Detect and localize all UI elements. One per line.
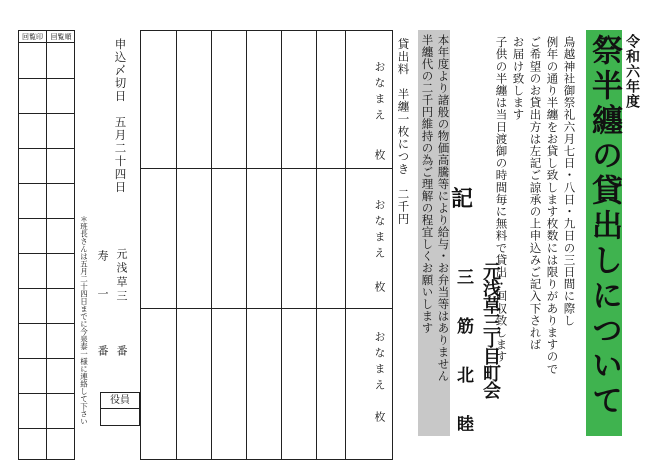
officer-box (100, 392, 140, 426)
ward: 寿 一 (96, 250, 109, 307)
grid-column-line (246, 31, 247, 459)
circulation-row-line (19, 288, 74, 289)
notice-line-2: 半纏代の二千円維持の為ご理解の程宜しくお願いします (420, 34, 435, 334)
footnote: ＊班長さんは五月二十四日までに今泉泰一様に連絡して下さい (79, 215, 89, 425)
circulation-row-line (19, 148, 74, 149)
count-unit-3: 枚 (373, 411, 386, 422)
organizer-sub: 三 筋 北 睦 (453, 268, 473, 438)
grid-row-line (141, 168, 392, 169)
name-label-3: おなまえ (373, 331, 386, 395)
grid-column-line (211, 31, 212, 459)
ward-unit: 番 (96, 345, 109, 356)
circulation-row-line (19, 253, 74, 254)
name-label-2: おなまえ (373, 199, 386, 263)
registration-grid (140, 30, 393, 460)
circulation-row-line (19, 113, 74, 114)
organizer-name: 元浅草三丁目町会 (480, 262, 501, 398)
circulation-row-line (19, 393, 74, 394)
circulation-row-line (19, 78, 74, 79)
intro-line-5: 子供の半纏は当日渡御の時間毎に無料で貸出・回収致します (494, 36, 509, 363)
circulation-seal-header: 回覧印 (19, 31, 47, 43)
grid-row-line (141, 308, 392, 309)
circulation-row-line (19, 183, 74, 184)
count-unit-1: 枚 (373, 149, 386, 160)
address: 元浅草三 (115, 248, 128, 304)
intro-line-1: 鳥越神社御祭礼六月七日・八日・九日の三日間に際し (562, 36, 577, 327)
notice-line-1: 本年度より諸般の物価高騰等により給与・お弁当等はありません (436, 34, 451, 382)
grid-column-line (316, 31, 317, 459)
fee-line: 貸出料 半纏一枚につき 二千円 (396, 38, 411, 226)
circulation-table (18, 30, 75, 460)
circulation-row-line (19, 218, 74, 219)
page-title: 祭半纏の貸出しについて (586, 34, 622, 419)
ki-label: 記 (451, 187, 474, 212)
name-label-1: おなまえ (373, 61, 386, 125)
circulation-row-line (19, 358, 74, 359)
deadline: 申込〆切日 五月二十四日 (113, 38, 128, 194)
grid-column-line (176, 31, 177, 459)
circulation-row-line (19, 323, 74, 324)
grid-column-line (345, 31, 346, 459)
officer-label: 役員 (101, 393, 139, 409)
grid-column-line (281, 31, 282, 459)
intro-line-2: 例年の通り半纏をお貸し致します枚数には限りがありますので (545, 36, 560, 375)
intro-line-4: お届け致します (511, 36, 526, 121)
date-label: 令和六年度 (624, 34, 640, 109)
circulation-order-header: 回覧順 (47, 31, 75, 43)
circulation-divider (46, 43, 47, 459)
circulation-row-line (19, 428, 74, 429)
intro-line-3: ご希望のお貸出方は左記ご諒承の上申込みご記入下されば (528, 36, 543, 351)
count-unit-2: 枚 (373, 281, 386, 292)
address-unit: 番 (115, 345, 128, 356)
